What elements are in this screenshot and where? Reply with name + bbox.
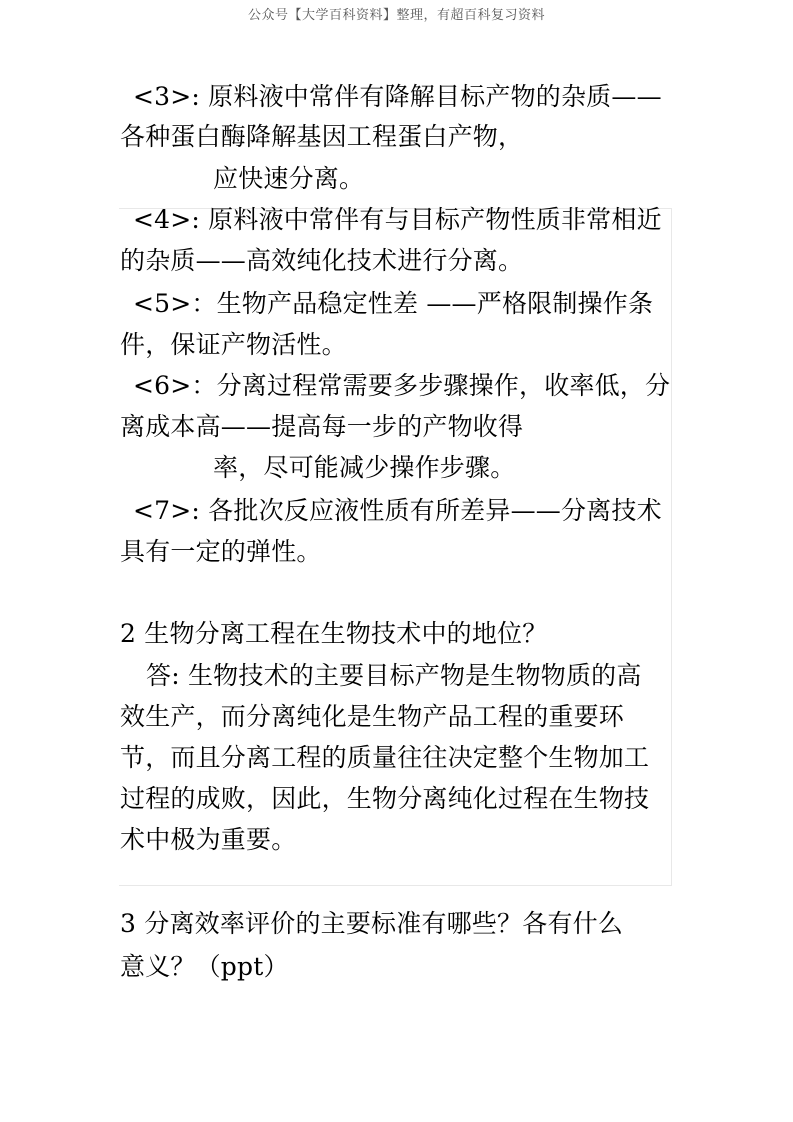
point-4-line-1: <4>: 原料液中常伴有与目标产物性质非常相近: [133, 205, 662, 234]
answer-2-line-1: 答: 生物技术的主要目标产物是生物物质的高: [146, 661, 642, 690]
answer-2-line-4: 过程的成败，因此，生物分离纯化过程在生物技: [120, 784, 650, 813]
point-7-line-1: <7>: 各批次反应液性质有所差异——分离技术: [133, 496, 662, 525]
point-5-line-2: 件，保证产物活性。: [120, 330, 347, 359]
point-6-line-3: 率，尽可能减少操作步骤。: [213, 453, 516, 482]
answer-2-line-2: 效生产，而分离纯化是生物产品工程的重要环: [120, 702, 625, 731]
question-2: 2 生物分离工程在生物技术中的地位？: [120, 619, 548, 648]
point-6-line-2: 离成本高——提高每一步的产物收得: [120, 412, 524, 441]
point-6-line-1: <6>：分离过程常需要多步骤操作，收率低，分: [133, 371, 671, 400]
point-3-line-2: 各种蛋白酶降解基因工程蛋白产物，: [120, 122, 524, 151]
point-3-line-1: <3>: 原料液中常伴有降解目标产物的杂质——: [133, 82, 662, 111]
question-3-line-2: 意义？（ppt）: [120, 952, 289, 981]
answer-2-line-3: 节，而且分离工程的质量往往决定整个生物加工: [120, 743, 650, 772]
question-3-line-1: 3 分离效率评价的主要标准有哪些？各有什么: [120, 909, 624, 938]
answer-2-line-5: 术中极为重要。: [120, 825, 297, 854]
point-3-line-3: 应快速分离。: [213, 164, 365, 193]
point-4-line-2: 的杂质——高效纯化技术进行分离。: [120, 246, 524, 275]
point-7-line-2: 具有一定的弹性。: [120, 537, 322, 566]
page-header: 公众号【大学百科资料】整理，有超百科复习资料: [247, 8, 545, 23]
point-5-line-1: <5>：生物产品稳定性差 ——严格限制操作条: [133, 289, 654, 318]
